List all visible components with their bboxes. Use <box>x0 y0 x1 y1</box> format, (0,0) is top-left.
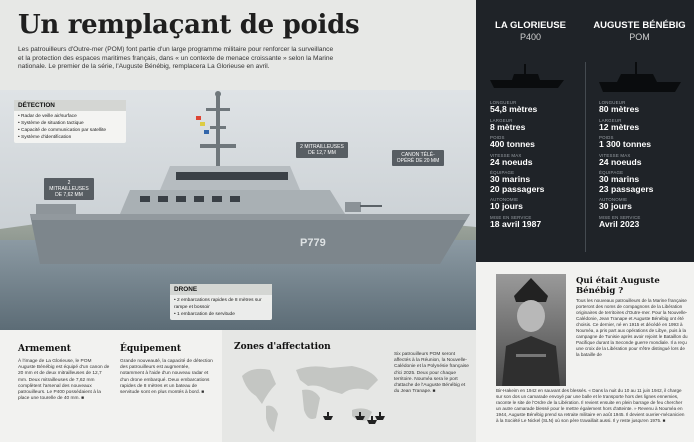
stat-value: 30 marins <box>599 174 640 184</box>
stat-label: AUTONOMIE <box>599 197 628 202</box>
bio-text: Tous les nouveaux patrouilleurs de la Marine française porteront des noms de compagnons de la Libération originaires de territoires d'Outre-mer. Pour la Nouvelle-Calédonie, Jean Tranape et Auguste Bénébig ont été choisis. Ce dernier, né en 1915 et décédé en 1993 à Nouméa, a pris part aux opérations de Libye, puis à la campagne de Tunisie après avoir rejoint le Bataillon du Pacifique durant la Seconde guerre mondiale. Il a reçu une croix de la Libération pour s'être distingué lors de la bataille de <box>576 298 688 357</box>
stat-label: VITESSE MAX <box>490 152 522 158</box>
stat-label: ÉQUIPAGE <box>490 170 515 175</box>
stats-list <box>490 100 544 232</box>
stat-value: 1 300 tonnes <box>599 139 652 149</box>
stat-value-2: 23 passagers <box>599 183 654 194</box>
world-map <box>232 356 388 440</box>
stat-equipage <box>599 170 653 194</box>
armement-column <box>18 344 110 402</box>
ship-silhouette-icon <box>490 62 564 90</box>
callout-text: CANON TÉLÉ-OPÉRÉ DE 20 MM <box>396 152 440 164</box>
stat-label: MISE EN SERVICE <box>490 214 532 220</box>
callout-text: 2 MITRAILLEUSES DE 7,62 MM <box>49 180 89 198</box>
stat-label: LONGUEUR <box>490 100 517 105</box>
hull-number: P779 <box>300 237 326 249</box>
stat-label: LONGUEUR <box>599 100 626 105</box>
stat-value: Avril 2023 <box>599 218 640 229</box>
stat-value: 30 jours <box>599 201 632 211</box>
list-item: • Radar de veille air/surface <box>18 113 122 120</box>
stat-mise-en-service <box>599 215 653 230</box>
ship-marker-icon <box>375 412 385 420</box>
zones-section <box>222 330 476 442</box>
stat-label: LARGEUR <box>599 117 622 123</box>
stat-label: MISE EN SERVICE <box>599 214 641 220</box>
zones-text: Six patrouilleurs POM seront affectés à la Réunion, la Nouvelle-Calédonie et la Polynésie française d'ici 2025. Deux pour chaque territoire. Nouméa sera le port d'attache de l'Auguste Bénébig et du Jean Tranape. ■ <box>394 352 469 395</box>
drone-list <box>170 295 272 320</box>
list-item: • Système de situation tactique <box>18 120 122 127</box>
stat-largeur <box>599 118 653 133</box>
intro-text: Les patrouilleurs d'Outre-mer (POM) font partie d'un large programme militaire pour renforcer la surveillance et la protection des espaces maritimes français, dans « un contexte de menace croissante » selon la Marine nationale. Le premier de la série, l'Auguste Bénébig, remplacera La Glorieuse en avril. <box>18 46 334 71</box>
stat-value: 54,8 mètres <box>490 104 538 114</box>
list-item: • Capacité de communication par satellite <box>18 127 122 134</box>
stat-label: POIDS <box>599 135 614 140</box>
zones-title: Zones d'affectation <box>234 342 331 352</box>
ship-code: POM <box>629 32 650 42</box>
ship-name: LA GLORIEUSE <box>495 20 566 31</box>
equipement-text: Grande nouveauté, la capacité de détection des patrouilleurs est augmentée, notamment à l'aide d'un nouveau radar et d'un drone embarqué. Deux embarcations rapides de 8 mètres et un bateau de servitude sont en plus montés à bord. ■ <box>120 359 213 396</box>
armement-title: Armement <box>18 344 71 354</box>
callout-mitrailleuses-12mm <box>296 142 348 158</box>
comparison-glorieuse <box>476 0 585 262</box>
stat-value: 18 avril 1987 <box>490 218 542 229</box>
equipement-column <box>120 344 214 396</box>
ship-name: AUGUSTE BÉNÉBIG <box>593 20 686 31</box>
list-item: • 1 embarcation de servitude <box>174 311 268 318</box>
list-item: • Système d'identification <box>18 134 122 141</box>
stat-value: 12 mètres <box>599 121 640 132</box>
stat-value: 10 jours <box>490 201 523 211</box>
portrait-photo <box>496 274 566 386</box>
equipement-title: Équipement <box>120 344 182 354</box>
portrait-silhouette-icon <box>496 274 566 386</box>
stat-label: ÉQUIPAGE <box>599 170 624 175</box>
stat-longueur <box>490 100 544 115</box>
stat-poids <box>490 135 544 150</box>
stat-autonomie <box>490 197 544 212</box>
ship-code: P400 <box>519 32 542 42</box>
detection-list <box>14 111 126 143</box>
callout-text: 2 MITRAILLEUSES DE 12,7 MM <box>300 144 344 156</box>
stats-list <box>599 100 653 232</box>
stat-label: VITESSE MAX <box>599 152 631 158</box>
stat-largeur <box>490 118 544 133</box>
stat-value: 80 mètres <box>599 104 640 114</box>
stat-poids <box>599 135 653 150</box>
drone-panel <box>170 284 272 320</box>
detection-panel <box>14 100 126 143</box>
detection-title: DÉTECTION <box>14 100 126 111</box>
armement-text: À l'image de La Glorieuse, le POM Auguste Bénébig est équipé d'un canon de 20 mm et de deux mitrailleuses de 12,7 mm. Deux mitrailleuses de 7,62 mm complètent l'arsenal des nouveaux patrouilleurs. Le P400 possédaient à la place une tourelle de 40 mm. ■ <box>18 359 110 402</box>
stat-label: POIDS <box>490 135 505 140</box>
bio-title: Qui était Auguste Bénébig ? <box>576 276 660 296</box>
ship-silhouette-icon <box>599 62 681 94</box>
stat-longueur <box>599 100 653 115</box>
stat-label: LARGEUR <box>490 117 513 123</box>
stat-equipage <box>490 170 544 194</box>
list-item: • 2 embarcations rapides de 8 mètres sur rampe et bossoir <box>174 297 268 311</box>
stat-label: AUTONOMIE <box>490 197 519 202</box>
stat-value: 24 noeuds <box>599 156 642 167</box>
stat-mise-en-service <box>490 215 544 230</box>
stat-value: 400 tonnes <box>490 139 535 149</box>
comparison-panel <box>476 0 694 262</box>
stat-value: 24 noeuds <box>490 156 533 167</box>
callout-mitrailleuses-7mm <box>44 178 94 200</box>
comparison-benebig <box>585 0 694 262</box>
stat-value: 30 marins <box>490 174 531 184</box>
ship-marker-icon <box>323 412 333 420</box>
stat-autonomie <box>599 197 653 212</box>
stat-value-2: 20 passagers <box>490 183 545 194</box>
page-title: Un remplaçant de poids <box>18 10 360 40</box>
bio-text-continued: Bir-Hakeim en 1942 en sauvant des blessés. « Dans la nuit du 10 au 11 juin 1942, il charge sur son dos un camarade envoyé par une balle et le transporte hors des lignes ennemies, raconte le site de l'Ordre de la Libération. Il revient ensuite en plein barrage de feu chercher un autre camarade blessé pour le mettre également hors d'atteinte. » Revenu à Nouméa en 1944, Auguste Bénébig prend sa retraite militaire en août 1945. Il devient ouvrier-mécanicien à la Société Le Nickel (SLN) où son père travaillait aussi. Il y reste jusqu'en 1975. ■ <box>496 388 685 423</box>
stat-value: 8 mètres <box>490 121 526 132</box>
stat-vitesse <box>490 153 544 168</box>
bio-section <box>476 262 694 442</box>
stat-vitesse <box>599 153 653 168</box>
drone-title: DRONE <box>170 284 272 295</box>
bottom-section <box>0 330 476 442</box>
callout-canon-20mm <box>392 150 444 166</box>
